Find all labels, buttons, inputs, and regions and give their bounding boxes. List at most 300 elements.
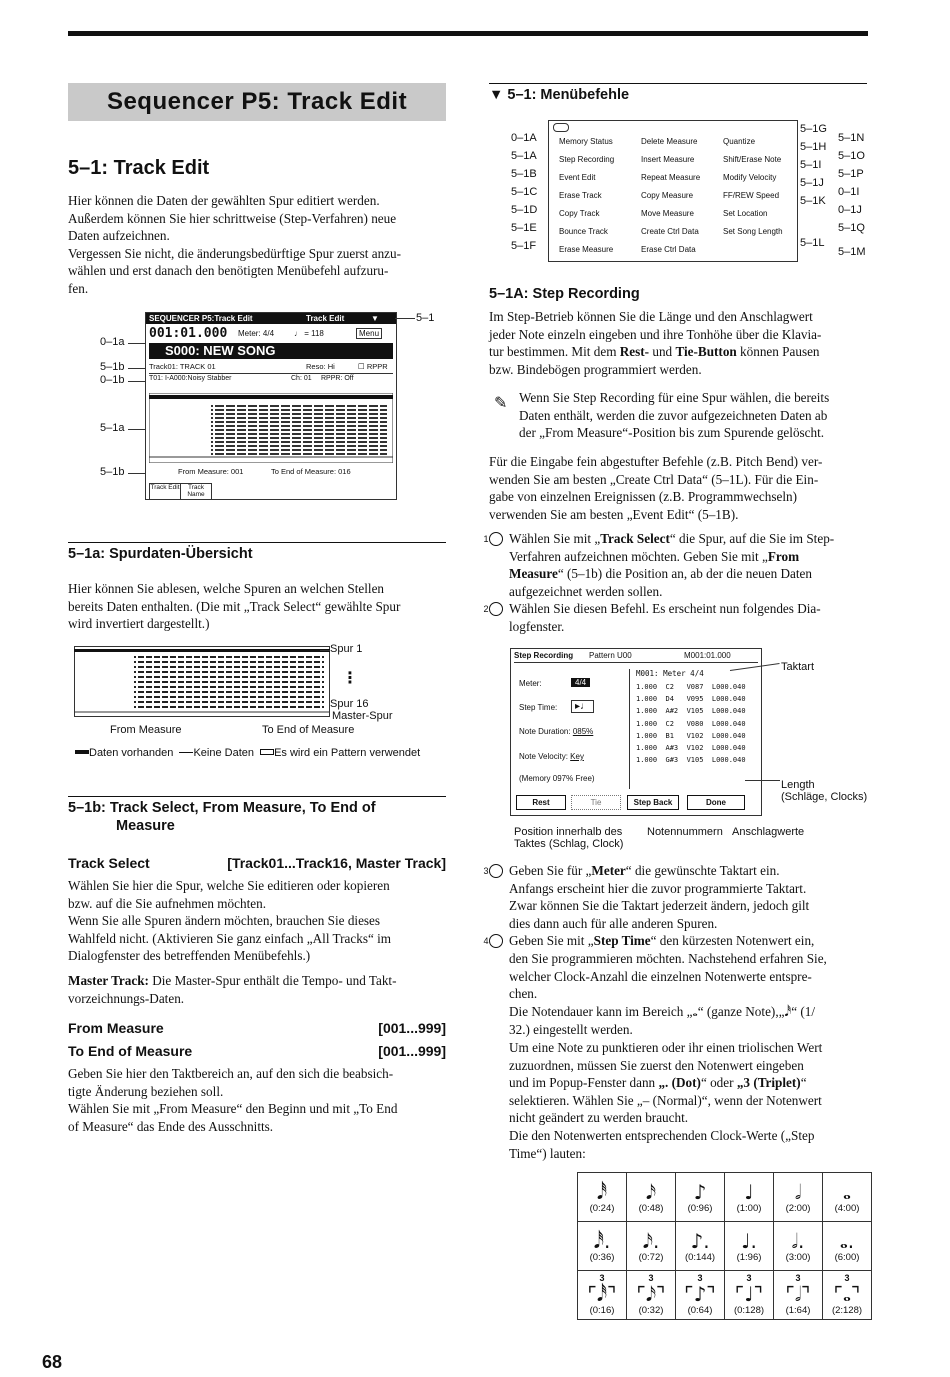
menu-item-erase-track[interactable]: Erase Track bbox=[559, 191, 602, 200]
ctrl-text bbox=[489, 453, 869, 523]
bold-ref: „. (Dot) bbox=[658, 1075, 701, 1091]
intro-line: Vergessen Sie nicht, die änderungsbedürftige Spur zuerst anzu- bbox=[68, 245, 402, 261]
text-line: selektieren. Wählen Sie „– (Normal)“, wenn der Notenwert bbox=[509, 1092, 822, 1108]
step-rec-text bbox=[489, 308, 869, 378]
track-overview-grid bbox=[149, 393, 393, 463]
text-line: Zwar können Sie die Taktart jederzeit ändern, jedoch gilt bbox=[509, 898, 810, 914]
clock-value: (6:00) bbox=[834, 1251, 860, 1263]
done-button[interactable]: Done bbox=[687, 795, 745, 810]
note-table-cell bbox=[823, 1271, 872, 1320]
text-line: Verfahren aufzeichnen möchten. Geben Sie mit „ bbox=[509, 548, 768, 564]
step-number: 4 bbox=[489, 934, 503, 948]
dialog-location: M001:01.000 bbox=[684, 651, 731, 660]
clock-value: (0:96) bbox=[687, 1202, 713, 1214]
song-position[interactable]: 001:01.000 bbox=[149, 326, 228, 341]
text-line: Für die Eingabe fein abgestufter Befehle (z.B. Pitch Bend) ver- bbox=[489, 454, 823, 469]
section-heading-5-1a bbox=[68, 546, 253, 562]
heading-text: 5–1b: Track Select, From Measure, To End of bbox=[68, 800, 376, 816]
tab-label: Track Edit bbox=[150, 484, 180, 491]
section-heading-track-edit bbox=[68, 157, 209, 180]
menu-item-set-song-length[interactable]: Set Song Length bbox=[723, 227, 783, 236]
clock-value: (0:72) bbox=[638, 1251, 664, 1263]
event-row[interactable]: 1.000 A#3 V102 L000.040 bbox=[636, 744, 746, 753]
callout-line bbox=[128, 473, 145, 474]
param-range: [001...999] bbox=[378, 1020, 446, 1036]
text-line: zuzuordnen, müssen Sie zuerst den Notenwert eingeben bbox=[509, 1057, 804, 1073]
menu-item-ff-rew-speed[interactable]: FF/REW Speed bbox=[723, 191, 780, 200]
track-overview-diagram bbox=[74, 646, 330, 718]
to-end-measure-field[interactable]: To End of Measure: 016 bbox=[271, 467, 351, 476]
clock-value: (0:128) bbox=[733, 1305, 765, 1316]
step-recording-dialog bbox=[510, 648, 762, 816]
legend-swatch-empty bbox=[179, 752, 193, 753]
triplet-mark: 3 bbox=[746, 1273, 752, 1283]
note-glyph-icon: ⌜𝅝⌝ bbox=[833, 1282, 861, 1306]
from-measure-field[interactable]: From Measure: 001 bbox=[178, 467, 244, 476]
triplet-mark: 3 bbox=[599, 1273, 605, 1283]
callout-line bbox=[395, 318, 415, 319]
text-line: verwenden Sie am besten „Event Edit“ (5–1B). bbox=[489, 506, 739, 522]
text-line: Time“) lauten: bbox=[509, 1145, 586, 1161]
intro-text bbox=[68, 192, 448, 298]
label-spur-1: Spur 1 bbox=[330, 643, 363, 655]
menu-grid bbox=[559, 133, 789, 257]
callout-label: 5–1K bbox=[800, 195, 826, 207]
event-row[interactable]: 1.000 D4 V095 L000.040 bbox=[636, 695, 746, 704]
text-line: Wenn Sie alle Spuren ändern möchten, brauchen Sie dieses bbox=[68, 913, 381, 929]
menu-commands-screen bbox=[548, 120, 798, 262]
menu-heading bbox=[489, 87, 629, 103]
text-line: Wenn Sie Step Recording für eine Spur wählen, die bereits bbox=[519, 390, 830, 405]
heading-text: Measure bbox=[116, 818, 175, 834]
text-line: Die den Notenwerten entsprechenden Clock-Werte („Step bbox=[509, 1127, 815, 1143]
page-title: Sequencer P5: Track Edit bbox=[106, 88, 408, 115]
menu-item-repeat-measure[interactable]: Repeat Measure bbox=[641, 173, 701, 182]
callout-line bbox=[128, 343, 145, 344]
callout-5-1b: 5–1b bbox=[100, 361, 125, 373]
event-row[interactable]: 1.000 C2 V087 L000.040 bbox=[636, 683, 746, 691]
text-line: Geben Sie mit „ bbox=[509, 933, 594, 949]
note-glyph-icon: ♩. bbox=[741, 1228, 757, 1253]
note-duration-label: Note Duration: bbox=[519, 727, 571, 736]
dropdown-arrow-icon: ▸ bbox=[575, 701, 581, 712]
note-glyph-icon: 𝅘𝅥𝅰 bbox=[596, 1179, 608, 1204]
param-range: [001...999] bbox=[378, 1043, 446, 1059]
note-table-cell bbox=[725, 1222, 774, 1271]
callout-line bbox=[745, 780, 780, 781]
rppr-checkbox[interactable]: ☐ RPPR bbox=[358, 362, 388, 371]
callout-label: 0–1A bbox=[511, 132, 537, 144]
thirtysecond-note-icon: 𝅘𝅥𝅰 bbox=[784, 1004, 792, 1020]
note-table-cell bbox=[676, 1222, 725, 1271]
intro-line: fen. bbox=[68, 280, 89, 296]
text-line: Die Notendauer kann im Bereich „ bbox=[509, 1003, 693, 1019]
text-line: gabe von einzelnen Ereignissen (z.B. Programmwechseln) bbox=[489, 489, 797, 505]
clock-value: (4:00) bbox=[834, 1202, 860, 1214]
text-line: und im Popup-Fenster dann bbox=[509, 1075, 659, 1091]
note-glyph-icon: 𝅘𝅥𝅯 bbox=[645, 1179, 657, 1204]
text-line: dies dann auch für alle anderen Spuren. bbox=[509, 915, 718, 931]
tab-track-name[interactable] bbox=[180, 483, 212, 499]
triplet-mark: 3 bbox=[697, 1273, 703, 1283]
bold-ref: Measure bbox=[509, 566, 558, 582]
step-time-label: Step Time: bbox=[519, 703, 558, 712]
note-table-cell bbox=[578, 1222, 627, 1271]
event-row[interactable]: 1.000 G#3 V105 L000.040 bbox=[636, 756, 746, 765]
legend-swatch-pattern bbox=[260, 749, 274, 755]
text-line: “ (ganze Note),„ bbox=[697, 1003, 785, 1019]
param-to-end-measure bbox=[68, 1043, 446, 1059]
note-glyph-icon: ⌜𝅘𝅥𝅯⌝ bbox=[636, 1282, 666, 1306]
menu-item-memory-status[interactable]: Memory Status bbox=[559, 137, 613, 146]
clock-value: (0:24) bbox=[589, 1202, 615, 1214]
text-line: wenden Sie am besten „Create Ctrl Data“ (5–1L). Für die Ein- bbox=[489, 471, 819, 487]
param-from-measure bbox=[68, 1020, 446, 1036]
list-head: Meter 4/4 bbox=[663, 669, 704, 678]
note-glyph-icon: ♪. bbox=[690, 1228, 710, 1253]
note-velocity-label: Note Velocity: bbox=[519, 752, 568, 761]
event-row[interactable]: 1.000 A#2 V105 L000.040 bbox=[636, 707, 746, 716]
event-row[interactable]: 1.000 C2 V080 L000.040 bbox=[636, 719, 746, 728]
triplet-mark: 3 bbox=[648, 1273, 654, 1283]
label-to-end-measure: To End of Measure bbox=[262, 724, 355, 736]
callout-label: 5–1Q bbox=[838, 222, 865, 234]
text-line: “ oder bbox=[700, 1075, 737, 1091]
dialog-title: Step Recording bbox=[514, 651, 574, 660]
callout-position: Position innerhalb des bbox=[514, 826, 623, 838]
legend-swatch-filled bbox=[75, 750, 89, 754]
event-list bbox=[629, 669, 758, 789]
text-line: Wählen Sie hier die Spur, welche Sie editieren oder kopieren bbox=[68, 878, 390, 893]
note-text bbox=[519, 389, 869, 442]
heading-text: 5–1a: Spurdaten-Übersicht bbox=[68, 546, 253, 562]
screen-header-title: SEQUENCER P5:Track Edit bbox=[149, 314, 253, 323]
steps-3-4 bbox=[483, 862, 869, 1162]
note-table-cell bbox=[725, 1173, 774, 1222]
rppr-label: RPPR bbox=[366, 362, 388, 371]
callout-taktart: Taktart bbox=[781, 661, 815, 673]
track-select[interactable]: Track01: TRACK 01 bbox=[149, 362, 216, 371]
param-label: To End of Measure bbox=[68, 1043, 193, 1059]
pencil-note-icon: ✎ bbox=[494, 395, 508, 412]
steps-1-2 bbox=[483, 530, 869, 636]
intro-line: wählen und erst danach den benötigten Menübefehl aufzuru- bbox=[68, 263, 389, 279]
text-line: Wählen Sie mit „ bbox=[509, 531, 601, 546]
tab-track-edit[interactable] bbox=[149, 483, 181, 499]
text-line: der „From Measure“-Position bis zum Spurende gelöscht. bbox=[519, 425, 825, 441]
callout-position-sub: Taktes (Schlag, Clock) bbox=[514, 838, 624, 850]
clock-value: (1:96) bbox=[736, 1251, 762, 1263]
note-table-cell bbox=[774, 1173, 823, 1222]
screen-page-select[interactable]: Track Edit bbox=[306, 314, 345, 323]
text-line: wird invertiert dargestellt.) bbox=[68, 616, 210, 632]
screen-header bbox=[146, 313, 396, 324]
callout-anschlagwerte: Anschlagwerte bbox=[732, 826, 805, 838]
text-line: logfenster. bbox=[509, 618, 565, 634]
text-line: bzw. Bindebögen programmiert werden. bbox=[489, 361, 702, 377]
callout-label: 5–1I bbox=[800, 159, 822, 171]
param-label: From Measure bbox=[68, 1020, 164, 1036]
callout-label: 5–1H bbox=[800, 141, 827, 153]
note-glyph-icon: ⌜♪⌝ bbox=[684, 1282, 716, 1306]
callout-label: 5–1G bbox=[800, 123, 827, 135]
menu-item-delete-measure[interactable]: Delete Measure bbox=[641, 137, 698, 146]
tie-button-ref: Tie-Button bbox=[675, 344, 737, 360]
menu-button[interactable] bbox=[356, 328, 382, 339]
triplet-mark: 3 bbox=[844, 1273, 850, 1283]
meter-display: Meter: 4/4 bbox=[238, 329, 275, 338]
page-number: 68 bbox=[42, 1352, 63, 1372]
note-table-cell bbox=[676, 1173, 725, 1222]
callout-label: 5–1L bbox=[800, 237, 825, 249]
menu-item-move-measure[interactable]: Move Measure bbox=[641, 209, 694, 218]
song-name: S000: NEW SONG bbox=[165, 343, 276, 358]
legend bbox=[75, 747, 420, 759]
legend-label: Daten vorhanden bbox=[89, 747, 174, 759]
note-glyph-icon: ⌜𝅗𝅥⌝ bbox=[785, 1282, 811, 1306]
clock-value: (2:128) bbox=[831, 1305, 863, 1316]
step-time-select[interactable]: ▸♩ bbox=[571, 700, 594, 713]
bold-ref: Step Time bbox=[593, 933, 651, 949]
dialog-pattern: Pattern U00 bbox=[589, 651, 632, 660]
step-back-button[interactable]: Step Back bbox=[627, 795, 679, 810]
text-line: tur bestimmen. Mit dem bbox=[489, 344, 620, 360]
menu-item-insert-measure[interactable]: Insert Measure bbox=[641, 155, 695, 164]
text-line: Wählen Sie diesen Befehl. Es erscheint nun folgendes Dia- bbox=[509, 601, 821, 617]
clock-value: (1:00) bbox=[736, 1202, 762, 1214]
intro-line: Außerdem können Sie hier schrittweise (Step-Verfahren) neue bbox=[68, 210, 397, 226]
note-glyph-icon: 𝅗𝅥 bbox=[794, 1179, 802, 1204]
callout-label: 5–1F bbox=[511, 240, 537, 252]
text-line: Anfangs erscheint hier die zuvor programmierte Taktart. bbox=[509, 880, 807, 896]
menu-item-erase-ctrl-data[interactable]: Erase Ctrl Data bbox=[641, 245, 696, 254]
event-row[interactable]: 1.000 B1 V102 L000.040 bbox=[636, 731, 746, 740]
callout-5-1a: 5–1a bbox=[100, 422, 125, 434]
callout-label: 5–1J bbox=[800, 177, 824, 189]
note-velocity-row bbox=[519, 752, 584, 761]
note-table-cell bbox=[578, 1173, 627, 1222]
text-line: jeder Note einzeln eingeben und ihre Tonhöhe über die Klavia- bbox=[489, 326, 822, 342]
menu-item-shift-erase-note[interactable]: Shift/Erase Note bbox=[723, 155, 782, 164]
text-line: chen. bbox=[509, 986, 538, 1002]
menu-item-quantize[interactable]: Quantize bbox=[723, 137, 756, 146]
song-select[interactable] bbox=[149, 343, 393, 359]
intro-line: Hier können die Daten der gewählten Spur editiert werden. bbox=[68, 193, 380, 208]
section-rule bbox=[68, 796, 446, 797]
note-glyph-icon: 𝅘𝅥𝅰. bbox=[593, 1228, 611, 1253]
callout-5-1b: 5–1b bbox=[100, 466, 125, 478]
text-line: “ die gewünschte Taktart ein. bbox=[625, 863, 780, 878]
callout-label: 5–1B bbox=[511, 168, 537, 180]
meter-input[interactable]: 4/4 bbox=[571, 678, 590, 687]
track-edit-screen bbox=[145, 312, 397, 500]
intro-line: Daten aufzeichnen. bbox=[68, 228, 170, 244]
text-line: Die Master-Spur enthält die Tempo- und Takt- bbox=[148, 973, 397, 988]
callout-line bbox=[128, 429, 145, 430]
text-line: of Measure“ das Ende des Ausschnitts. bbox=[68, 1118, 274, 1134]
heading-text: 5–1A: Step Recording bbox=[489, 286, 640, 302]
menu-close-icon[interactable] bbox=[553, 123, 569, 132]
bold-ref: Track Select bbox=[600, 531, 670, 546]
clock-value: (3:00) bbox=[785, 1251, 811, 1263]
callout-label: 5–1D bbox=[511, 204, 538, 216]
text-line: Im Step-Betrieb können Sie die Länge und den Anschlagwert bbox=[489, 309, 813, 324]
callout-length: Length bbox=[781, 779, 815, 791]
page-title-box bbox=[68, 83, 446, 121]
reso-value: Hi bbox=[327, 362, 335, 371]
note-table-cell bbox=[676, 1271, 725, 1320]
meter-label: Meter: bbox=[519, 679, 542, 688]
note-table-row bbox=[578, 1222, 872, 1271]
measure-text bbox=[68, 1065, 448, 1135]
text-line: nicht geändert zu werden braucht. bbox=[509, 1110, 689, 1126]
master-track-label: Master Track: bbox=[68, 973, 149, 988]
text-line: und bbox=[649, 344, 676, 360]
menu-item-set-location[interactable]: Set Location bbox=[723, 209, 768, 218]
label-spur-16: Spur 16 bbox=[330, 698, 369, 710]
callout-0-1b: 0–1b bbox=[100, 374, 125, 386]
track-info-row bbox=[149, 373, 393, 382]
menu-item-copy-measure[interactable]: Copy Measure bbox=[641, 191, 694, 200]
text-line: vorzeichnungs-Daten. bbox=[68, 990, 185, 1006]
callout-label: 5–1O bbox=[838, 150, 865, 162]
menu-item-modify-velocity[interactable]: Modify Velocity bbox=[723, 173, 777, 182]
note-glyph-icon: ⌜𝅘𝅥𝅰⌝ bbox=[587, 1282, 617, 1306]
label-master-spur: Master-Spur bbox=[332, 710, 393, 722]
menu-item-erase-measure[interactable]: Erase Measure bbox=[559, 245, 614, 254]
callout-label: 0–1J bbox=[838, 204, 862, 216]
text-line: Hier können Sie ablesen, welche Spuren an welchen Stellen bbox=[68, 581, 385, 596]
note-table-cell bbox=[627, 1222, 676, 1271]
menu-label: Menu bbox=[359, 329, 380, 338]
note-duration-input[interactable]: 085% bbox=[572, 727, 594, 736]
section-rule bbox=[489, 83, 867, 84]
program-name: T01: I-A000:Noisy Stabber bbox=[149, 375, 232, 382]
text-line: Daten enthält, werden die zuvor aufgezeichneten Daten ab bbox=[519, 407, 828, 423]
whole-note-icon: 𝅝 bbox=[692, 1004, 698, 1020]
menu-item-event-edit[interactable]: Event Edit bbox=[559, 173, 596, 182]
callout-label: 5–1C bbox=[511, 186, 538, 198]
note-table-cell bbox=[823, 1173, 872, 1222]
menu-item-bounce-track[interactable]: Bounce Track bbox=[559, 227, 608, 236]
text-line: Wählen Sie mit „From Measure“ den Beginn und mit „To End bbox=[68, 1101, 398, 1117]
rest-button[interactable]: Rest bbox=[516, 795, 566, 810]
event-list-header bbox=[630, 669, 758, 681]
clock-value: (1:64) bbox=[785, 1305, 811, 1316]
tab-label: Track Name bbox=[187, 484, 205, 498]
clock-value: (0:36) bbox=[589, 1251, 615, 1263]
note-glyph-icon: ♩ bbox=[744, 1179, 754, 1204]
text-line: “ (5–1b) die Position an, ab der die neuen Daten bbox=[557, 566, 812, 582]
tie-button[interactable]: Tie bbox=[571, 795, 621, 810]
bold-ref: From bbox=[767, 548, 800, 564]
note-table-cell bbox=[627, 1271, 676, 1320]
text-line: 32.) eingestellt werden. bbox=[509, 1022, 633, 1038]
step-number: 3 bbox=[489, 864, 503, 878]
clock-value: (0:48) bbox=[638, 1202, 664, 1214]
step-number: 1 bbox=[489, 532, 503, 546]
note-table-cell bbox=[774, 1271, 823, 1320]
master-track-text bbox=[68, 972, 448, 1007]
menu-item-create-ctrl-data[interactable]: Create Ctrl Data bbox=[641, 227, 699, 236]
note-glyph-icon: 𝅝. bbox=[839, 1228, 855, 1253]
callout-label: 5–1M bbox=[838, 246, 866, 258]
note-velocity-input[interactable]: Key bbox=[570, 752, 584, 761]
bold-ref: Meter bbox=[591, 863, 626, 878]
param-label: Track Select bbox=[68, 855, 150, 871]
clock-value: (0:144) bbox=[684, 1251, 716, 1263]
note-value-table bbox=[577, 1172, 872, 1320]
text-line: den Sie programmieren möchten. Nachstehend erfahren Sie, bbox=[509, 950, 827, 966]
triplet-mark: 3 bbox=[795, 1273, 801, 1283]
memory-status: (Memory 097% Free) bbox=[519, 774, 595, 783]
text-line: tigte Änderung beziehen soll. bbox=[68, 1083, 224, 1099]
clock-value: (2:00) bbox=[785, 1202, 811, 1214]
menu-item-step-recording[interactable]: Step Recording bbox=[559, 155, 615, 164]
note-glyph-icon: 𝅝 bbox=[843, 1179, 851, 1204]
heading-text: 5–1: Track Edit bbox=[68, 157, 210, 179]
callout-notennummern: Notennummern bbox=[647, 826, 723, 838]
text-line: bzw. auf die Sie aufnehmen möchten. bbox=[68, 895, 266, 911]
callout-label: 5–1P bbox=[838, 168, 864, 180]
text-line: Dialogfenster des betreffenden Menübefehls.) bbox=[68, 948, 311, 964]
legend-label: Es wird ein Pattern verwendet bbox=[274, 747, 421, 759]
reso-field[interactable] bbox=[306, 362, 335, 371]
section-rule bbox=[68, 542, 446, 543]
rppr-state: RPPR: Off bbox=[321, 375, 354, 382]
callout-line bbox=[128, 381, 145, 382]
text-line: bereits Daten enthalten. (Die mit „Track Select“ gewählte Spur bbox=[68, 598, 401, 614]
param-range: [Track01...Track16, Master Track] bbox=[227, 855, 446, 871]
param-track-select bbox=[68, 855, 446, 871]
label-from-measure: From Measure bbox=[110, 724, 182, 736]
midi-channel: Ch: 01 bbox=[291, 375, 312, 382]
callout-line bbox=[320, 650, 330, 651]
dialog-header bbox=[514, 651, 758, 663]
note-table-cell bbox=[578, 1271, 627, 1320]
callout-line bbox=[128, 368, 145, 369]
list-head: M001: bbox=[636, 669, 659, 678]
clock-value: (0:32) bbox=[638, 1305, 664, 1316]
text-line: “ den kürzesten Notenwert ein, bbox=[650, 933, 815, 949]
dropdown-arrow-icon[interactable]: ▼ bbox=[371, 314, 379, 323]
text-line: Geben Sie für „ bbox=[509, 863, 592, 878]
note-glyph-icon: ♪ bbox=[693, 1179, 707, 1204]
bold-ref: „3 (Triplet) bbox=[736, 1075, 801, 1091]
note-glyph-icon: ⌜♩⌝ bbox=[734, 1282, 764, 1306]
label-dots: ⋮ bbox=[342, 670, 358, 687]
clock-value: (0:16) bbox=[589, 1305, 615, 1316]
text-line: “ die Spur, auf die Sie im Step- bbox=[669, 531, 835, 546]
text-line: aufgezeichnet werden sollen. bbox=[509, 583, 663, 599]
top-rule bbox=[68, 31, 868, 36]
clock-value: (0:64) bbox=[687, 1305, 713, 1316]
reso-label: Reso: bbox=[306, 362, 326, 371]
note-duration-row bbox=[519, 727, 593, 736]
step-number: 2 bbox=[489, 602, 503, 616]
callout-label: 5–1N bbox=[838, 132, 865, 144]
rest-button-ref: Rest- bbox=[619, 344, 650, 360]
menu-item-copy-track[interactable]: Copy Track bbox=[559, 209, 600, 218]
text-line: können Pausen bbox=[736, 344, 820, 360]
sec-a-text bbox=[68, 580, 448, 633]
callout-label: 5–1E bbox=[511, 222, 537, 234]
callout-label: 0–1I bbox=[838, 186, 860, 198]
text-line: “ bbox=[800, 1075, 807, 1091]
section-heading-5-1A bbox=[489, 286, 640, 302]
note-glyph-icon: 𝅘𝅥𝅯. bbox=[642, 1228, 660, 1253]
tempo-display[interactable]: ♩ = 118 bbox=[294, 329, 324, 338]
